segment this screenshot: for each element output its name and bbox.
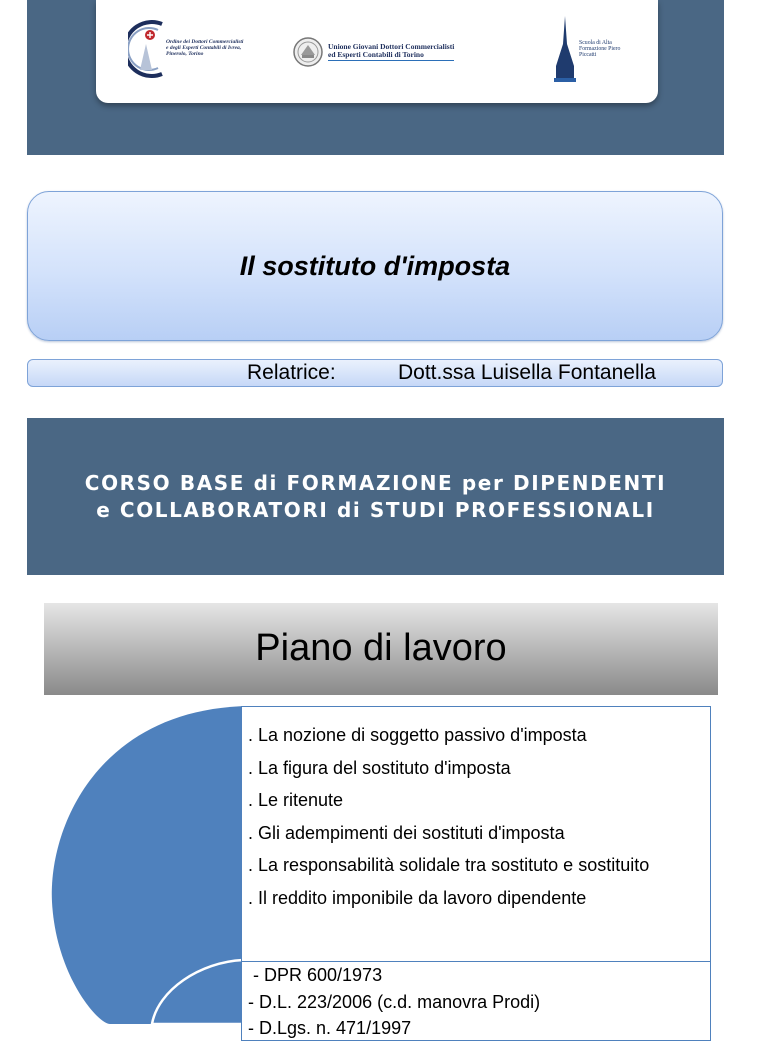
plan-title: Piano di lavoro bbox=[255, 626, 507, 669]
topics-box bbox=[241, 706, 711, 961]
course-title-line2: e COLLABORATORI di STUDI PROFESSIONALI bbox=[96, 497, 655, 522]
norm-item: - DPR 600/1973 bbox=[248, 965, 383, 985]
course-title-line1: CORSO BASE di FORMAZIONE per DIPENDENTI bbox=[84, 470, 667, 495]
logo-ordine-commercialisti bbox=[128, 20, 246, 78]
topic-item: . La nozione di soggetto passivo d'imposta bbox=[248, 725, 587, 745]
mole-antonelliana-icon bbox=[552, 14, 578, 84]
course-band bbox=[27, 418, 724, 575]
relatrice-label: Relatrice: bbox=[247, 361, 336, 384]
relatrice-bar bbox=[27, 359, 723, 387]
ordine-logo-text: Ordine dei Dottori Commercialisti e degli Esperti Contabili di Ivrea, Pinerolo, Torino bbox=[166, 39, 244, 57]
ugdc-line1: Unione Giovani Dottori Commercialisti bbox=[328, 41, 455, 51]
topic-item: . Gli adempimenti dei sostituti d'imposta bbox=[248, 822, 565, 843]
topic-item: . Il reddito imponibile da lavoro dipendente bbox=[248, 887, 587, 908]
ugdc-line2: ed Esperti Contabili di Torino bbox=[328, 49, 424, 59]
norms-box bbox=[241, 961, 711, 1041]
title-box bbox=[27, 191, 723, 341]
scuola-logo-text: Scuola di Alta Formazione Piero Piccatti bbox=[579, 39, 621, 59]
ugdc-seal-icon bbox=[292, 36, 324, 68]
logo-scuola bbox=[552, 14, 639, 84]
topic-item: . Le ritenute bbox=[248, 790, 344, 810]
presentation-title: Il sostituto d'imposta bbox=[239, 250, 511, 281]
norm-item: - D.Lgs. n. 471/1997 bbox=[248, 1018, 412, 1038]
topic-item: . La responsabilità solidale tra sostituto e sostituito bbox=[248, 855, 650, 875]
logo-card bbox=[96, 0, 658, 103]
topic-item: . La figura del sostituto d'imposta bbox=[248, 757, 511, 778]
relatrice-name: Dott.ssa Luisella Fontanella bbox=[398, 361, 656, 384]
logo-ugdc bbox=[292, 36, 454, 68]
plan-header bbox=[44, 603, 718, 695]
ugdc-logo-text bbox=[328, 43, 454, 62]
ordine-emblem-icon bbox=[128, 20, 164, 78]
norm-item: - D.L. 223/2006 (c.d. manovra Prodi) bbox=[248, 991, 541, 1012]
